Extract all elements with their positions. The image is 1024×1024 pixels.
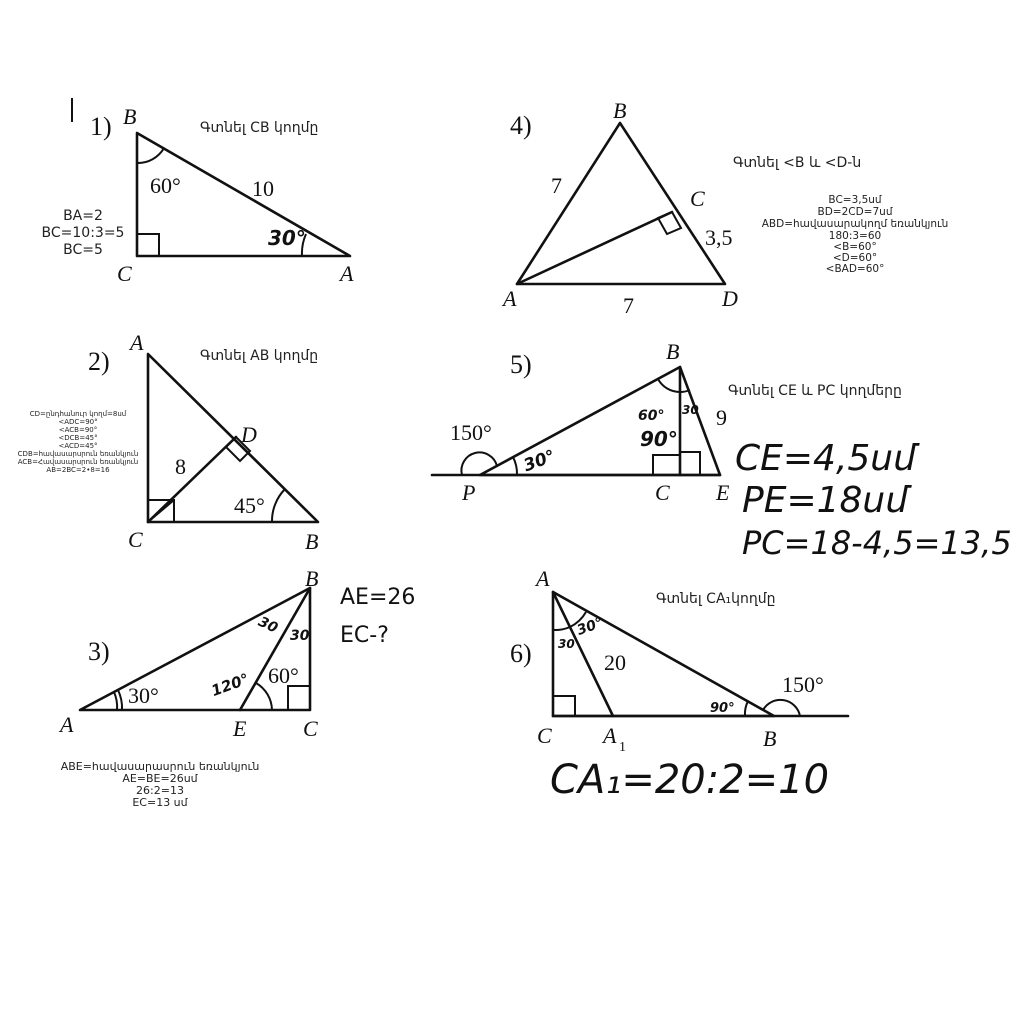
point-label-b: B	[123, 104, 137, 129]
problem-number: 5)	[510, 350, 532, 379]
solution-block	[762, 194, 949, 275]
triangle-acb	[553, 592, 774, 716]
triangle-pbe	[480, 367, 720, 475]
point-label-c: C	[655, 480, 670, 505]
solution-line: EC=13 սմ	[132, 796, 188, 809]
angle-label-b: 90°	[710, 701, 735, 716]
right-angle-mark-c1	[653, 455, 680, 475]
problem-task: Գտնել AB կողմը	[200, 348, 319, 364]
point-label-a: A	[60, 712, 74, 737]
problem-number: 3)	[88, 637, 110, 666]
side-label-aa1: 20	[604, 650, 626, 675]
solution-line: BC=10:3=5	[41, 225, 125, 241]
side-label-cd: 8	[175, 454, 186, 479]
solution-line: BC=3,5սմ	[828, 194, 882, 206]
solution-line: <ACD=45°	[58, 442, 98, 450]
solution-line: CD=ընդհանուր կողմ=8սմ	[29, 410, 127, 418]
angle-label-b: 60°	[150, 173, 181, 198]
solution-line: AE=BE=26սմ	[122, 772, 198, 785]
given-ec: EC-?	[340, 623, 389, 648]
solution-line: ABD=հավասարակողմ եռանկյուն	[761, 218, 949, 230]
exterior-angle-label: 150°	[782, 672, 824, 697]
solution-block	[18, 410, 139, 474]
angle-label-b: 45°	[234, 493, 265, 518]
handwritten-answer: CE=4,5սմ	[735, 438, 916, 479]
point-label-e: E	[716, 480, 730, 505]
solution-line: 26:2=13	[136, 784, 184, 797]
exterior-angle-label: 150°	[450, 420, 492, 445]
problem-number: 4)	[510, 111, 532, 140]
angle-arc-b	[137, 148, 164, 163]
angle-arc-a1	[553, 627, 570, 630]
angle-label-c: 60°	[268, 663, 299, 688]
problem-number: 2)	[88, 347, 110, 376]
angle-label-c: 90°	[640, 427, 678, 451]
point-label-c: C	[537, 723, 552, 748]
point-label-e: E	[233, 716, 247, 741]
angle-label-b2: 30	[682, 403, 699, 417]
angle-label-b1: 30	[255, 613, 281, 637]
solution-line: BD=2CD=7սմ	[817, 206, 893, 218]
point-label-b: B	[763, 726, 777, 751]
right-angle-mark-c	[658, 212, 681, 234]
solution-line: BC=5	[63, 242, 103, 258]
solution-line: <ACB=90°	[58, 426, 98, 434]
exterior-angle-arc	[461, 452, 497, 475]
angle-arc-b	[745, 701, 748, 716]
side-label-ab: 7	[551, 173, 562, 198]
right-angle-mark	[137, 234, 159, 256]
point-label-a: A	[340, 261, 354, 286]
problem-6	[510, 566, 848, 803]
point-label-a1-subscript: 1	[619, 740, 626, 755]
angle-label-p: 30°	[520, 446, 559, 477]
point-label-d: D	[722, 286, 738, 311]
angle-arc-a2	[118, 690, 122, 710]
handwritten-answer: PC=18-4,5=13,5	[742, 524, 1012, 562]
point-label-c: C	[303, 716, 318, 741]
given-ae: AE=26	[340, 585, 416, 610]
altitude-cd	[148, 437, 236, 522]
problem-task: Գտնել CE և PC կողմերը	[728, 383, 902, 399]
angle-arc-p	[513, 457, 517, 475]
handwritten-answer: PE=18սմ	[742, 480, 909, 521]
right-angle-mark-c	[553, 696, 575, 716]
problem-number: 1)	[90, 112, 112, 141]
solution-line: ABE=հավասարասրուն եռանկյուն	[60, 760, 260, 773]
problem-task: Գտնել CA₁կողմը	[656, 591, 776, 607]
problem-5	[432, 339, 1012, 562]
problem-number: 6)	[510, 639, 532, 668]
solution-line: CDB=հավասարսրուն եռանկյուն	[17, 450, 139, 458]
problem-2	[18, 330, 319, 554]
solution-line: ACB=Հավասարսրուն եռանկյուն	[17, 458, 139, 466]
angle-label-a: 30°	[268, 226, 306, 250]
solution-line: <D=60°	[832, 252, 878, 264]
point-label-a: A	[536, 566, 550, 591]
angle-arc-b1	[658, 379, 680, 392]
side-label-cd: 3,5	[705, 225, 733, 250]
solution-line: <BAD=60°	[825, 263, 885, 275]
point-label-b: B	[613, 98, 627, 123]
point-label-b: B	[305, 566, 319, 591]
angle-split-mark	[148, 500, 174, 522]
solution-line: <DCB=45°	[58, 434, 98, 442]
problem-1	[42, 98, 354, 286]
angle-label-a2: 30°	[574, 614, 606, 639]
point-label-a1: A	[603, 723, 617, 748]
point-label-c: C	[690, 186, 705, 211]
side-label-hyp: 10	[252, 176, 274, 201]
point-label-c: C	[128, 527, 143, 552]
problem-task: Գտնել CB կողմը	[200, 120, 319, 136]
solution-line: 180:3=60	[828, 230, 882, 242]
side-label-be: 9	[716, 405, 727, 430]
angle-label-b1: 60°	[638, 408, 665, 424]
right-angle-mark-c	[288, 686, 310, 710]
point-label-a: A	[130, 330, 144, 355]
solution-line: <ADC=90°	[58, 418, 98, 426]
problem-3	[58, 566, 415, 809]
problem-4	[501, 98, 948, 318]
solution-line: AB=2BC=2•8=16	[46, 466, 110, 474]
right-angle-mark-c2	[680, 452, 700, 475]
handwritten-answer: CA₁=20:2=10	[550, 757, 830, 803]
solution-line: <B=60°	[833, 241, 877, 253]
point-label-a: A	[503, 286, 517, 311]
point-label-b: B	[305, 529, 319, 554]
solution-line: BA=2	[63, 208, 103, 224]
angle-arc-a	[114, 692, 117, 710]
problem-task: Գտնել <B և <D-ն	[733, 155, 862, 171]
angle-label-b2: 30	[290, 628, 310, 644]
point-label-c: C	[117, 261, 132, 286]
side-label-ad: 7	[623, 293, 634, 318]
point-label-d: D	[241, 422, 257, 447]
point-label-b: B	[666, 339, 680, 364]
angle-label-a1: 30	[558, 637, 575, 651]
angle-arc-b	[272, 489, 285, 522]
angle-label-e: 120°	[208, 669, 252, 700]
point-label-p: P	[462, 480, 476, 505]
angle-label-a: 30°	[128, 683, 159, 708]
